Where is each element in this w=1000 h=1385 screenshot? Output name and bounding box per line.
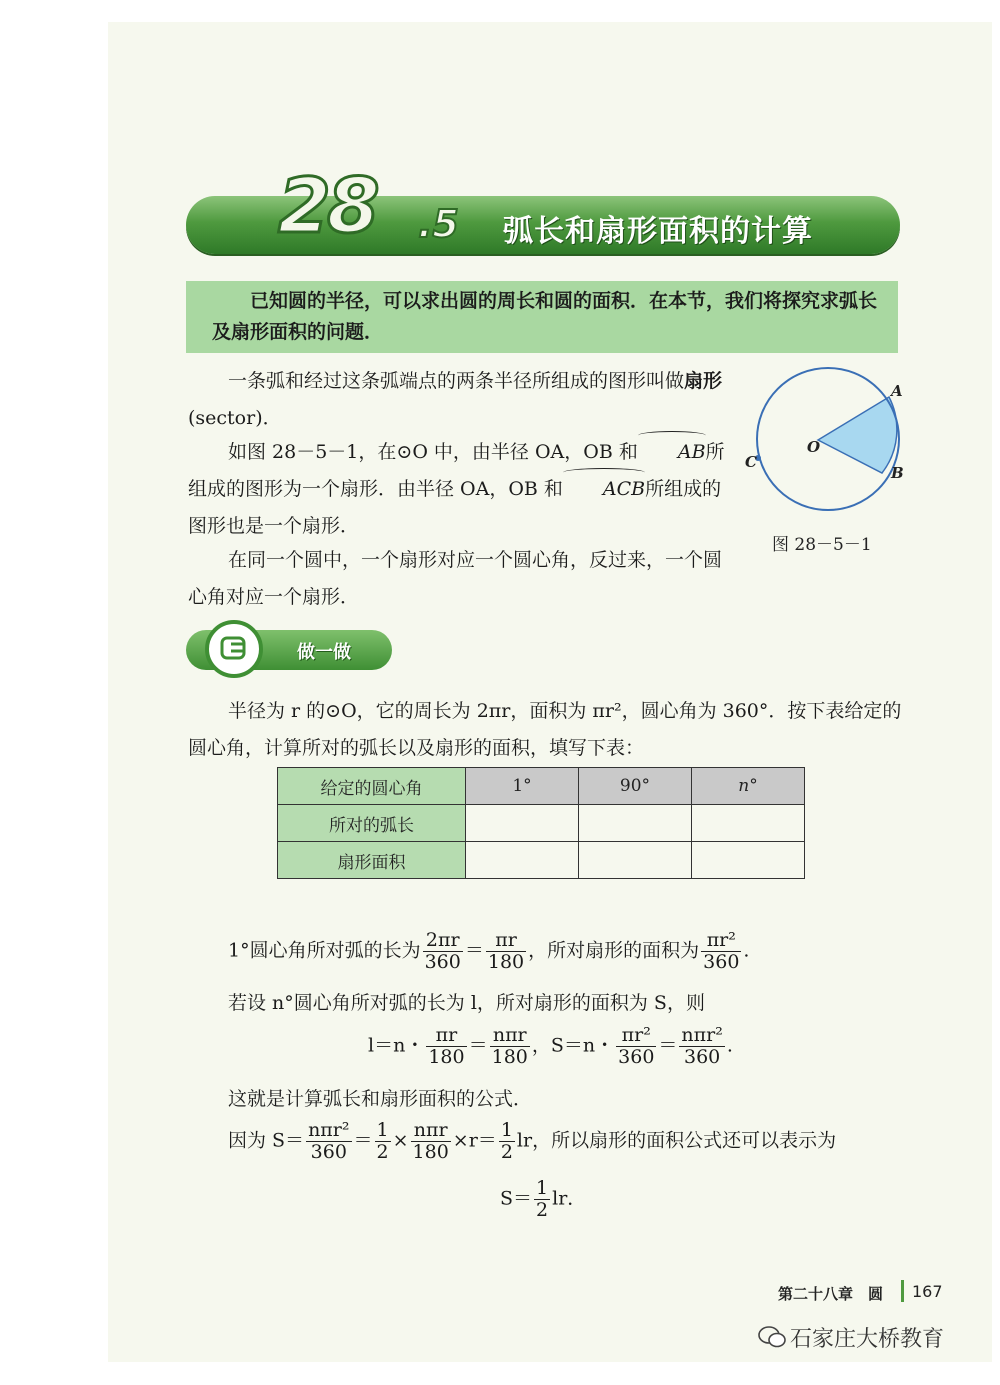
numerator: nπr² (681, 1024, 723, 1046)
denominator: 360 (684, 1046, 721, 1068)
formula-derivation: 因为 S＝ $\frac{\text{nπr²}}{360}$ ＝ $\frac{1}{2}$ × $\frac{\text{nπr}}{180}$ ×r＝ $\frac{1}{2}$ lr，所以扇形的面积公式还可以表示为 (228, 1119, 837, 1163)
denominator: 360 (618, 1046, 655, 1068)
fraction (534, 1178, 550, 1221)
label-a: A (891, 382, 903, 400)
denominator: 180 (428, 1046, 465, 1068)
text-segment: ，所对扇形的面积为 (528, 939, 700, 962)
fraction (679, 1025, 724, 1068)
table-row (278, 805, 805, 842)
fraction (375, 1120, 391, 1163)
denominator: 180 (491, 1046, 528, 1068)
text-segment: ，S＝n・ (531, 1034, 615, 1057)
table-cell (579, 842, 692, 879)
arc-acb: ACB (563, 471, 645, 508)
paragraph-correspondence: 在同一个圆中，一个扇形对应一个圆心角，反过来，一个圆心角对应一个扇形． (188, 549, 723, 608)
section-number: 28 (278, 161, 376, 250)
arc-ab: AB (638, 434, 706, 471)
table-header-cell: n° (692, 768, 805, 805)
fraction (426, 1025, 466, 1068)
fraction (499, 1120, 515, 1163)
fraction (616, 1025, 656, 1068)
text-segment: 如图 28－5－1，在⊙O 中，由半径 OA，OB 和 (228, 441, 638, 463)
numerator: nπr (490, 1025, 530, 1047)
fraction (486, 930, 526, 973)
text-segment: 所组成的图形也是一个扇形． (188, 478, 722, 537)
numerator: πr² (616, 1025, 656, 1047)
text-segment: (sector)． (188, 407, 282, 429)
label-c: C (745, 453, 757, 471)
numerator: 1 (500, 1119, 513, 1141)
denominator: 2 (536, 1199, 549, 1221)
numerator: 1 (376, 1119, 389, 1141)
numerator: πr² (701, 930, 741, 952)
table-row (278, 842, 805, 879)
watermark-text: 石家庄大桥教育 (790, 1327, 945, 1352)
text-segment: 所组成的图形为一个扇形．由半径 OA，OB 和 (188, 441, 725, 500)
label-o: O (807, 438, 821, 456)
fraction (490, 1025, 530, 1068)
denominator: 360 (310, 1141, 347, 1163)
table-header-cell: 给定的圆心角 (278, 768, 466, 805)
denominator: 180 (487, 951, 525, 973)
denominator: 360 (424, 951, 461, 973)
denominator: 2 (376, 1141, 389, 1163)
chapter-label: 第二十八章 圆 (778, 1285, 884, 1303)
text-segment: 1°圆心角所对弧的长为 (228, 939, 421, 962)
label-b: B (891, 464, 904, 482)
activity-label: 做一做 (297, 642, 351, 663)
text-segment: lr． (552, 1187, 587, 1210)
text-segment: 因为 S＝ (228, 1129, 305, 1152)
numerator: 1 (536, 1177, 549, 1199)
table-row-label: 所对的弧长 (278, 805, 466, 842)
hand-icon (205, 620, 263, 678)
keyword-sector: 扇形 (684, 370, 723, 392)
table-cell (579, 805, 692, 842)
table-cell (466, 805, 579, 842)
figure-circle-sector (745, 360, 915, 520)
page-number: 167 (912, 1282, 943, 1301)
fraction (701, 930, 741, 973)
table-header-row (278, 768, 805, 805)
formula-area-lr (500, 1178, 586, 1221)
text-segment: l＝n・ (368, 1034, 425, 1057)
text-segment: S＝ (500, 1187, 533, 1210)
table-row-label: 扇形面积 (278, 842, 466, 879)
intro-text: 已知圆的半径，可以求出圆的周长和圆的面积．在本节，我们将探究求弧长及扇形面积的问题． (212, 290, 878, 343)
numerator: πr (486, 930, 526, 952)
text-segment: 一条弧和经过这条弧端点的两条半径所组成的图形叫做 (228, 370, 685, 392)
footer-divider (901, 1280, 904, 1302)
denominator: 360 (703, 951, 740, 973)
table-cell (692, 842, 805, 879)
sector-aob (818, 397, 897, 473)
wechat-icon (758, 1326, 786, 1348)
table-cell (692, 805, 805, 842)
numerator: nπr² (308, 1119, 350, 1141)
table-cell (466, 842, 579, 879)
numerator: πr (426, 1025, 466, 1047)
formula-arc-area: l＝n・ $\frac{\pi r}{180}$ ＝ $\frac{\text{nπr}}{180}$ ，S＝n・ $\frac{\text{πr²}}{360}$ ＝ $\frac{\text{nπr²}}{360}$ . (368, 1024, 733, 1068)
text-segment: lr，所以扇形的面积公式还可以表示为 (516, 1129, 837, 1152)
angle-table (277, 767, 805, 879)
paragraph-task: 半径为 r 的⊙O，它的周长为 2πr，面积为 πr²，圆心角为 360°．按下表给定的圆心角，计算所对的弧长以及扇形的面积，填写下表： (188, 700, 902, 759)
numerator: nπr (411, 1120, 451, 1142)
denominator: 2 (500, 1141, 513, 1163)
paragraph-definition (188, 363, 728, 437)
numerator: 2πr (423, 930, 463, 952)
section-subnumber: .5 (418, 202, 459, 246)
fraction (423, 930, 463, 973)
formula-one-degree: 1°圆心角所对弧的长为 $\frac{2\pi r}{360}$ ＝ $\frac{\pi r}{180}$ ，所对扇形的面积为 $\frac{\text{πr²}}{360}$ . (228, 929, 750, 973)
formula-conclusion: 这就是计算弧长和扇形面积的公式． (228, 1088, 533, 1110)
section-title: 弧长和扇形面积的计算 (503, 214, 813, 249)
table-header-cell: 90° (579, 768, 692, 805)
table-header-cell: 1° (466, 768, 579, 805)
denominator: 180 (412, 1141, 449, 1163)
figure-caption: 图 28－5－1 (772, 535, 872, 555)
fraction (411, 1120, 451, 1163)
fraction (306, 1120, 351, 1163)
paragraph-example (188, 434, 728, 545)
formula-assume: 若设 n°圆心角所对弧的长为 l，所对扇形的面积为 S，则 (228, 992, 705, 1014)
text-segment: ×r＝ (452, 1129, 497, 1152)
